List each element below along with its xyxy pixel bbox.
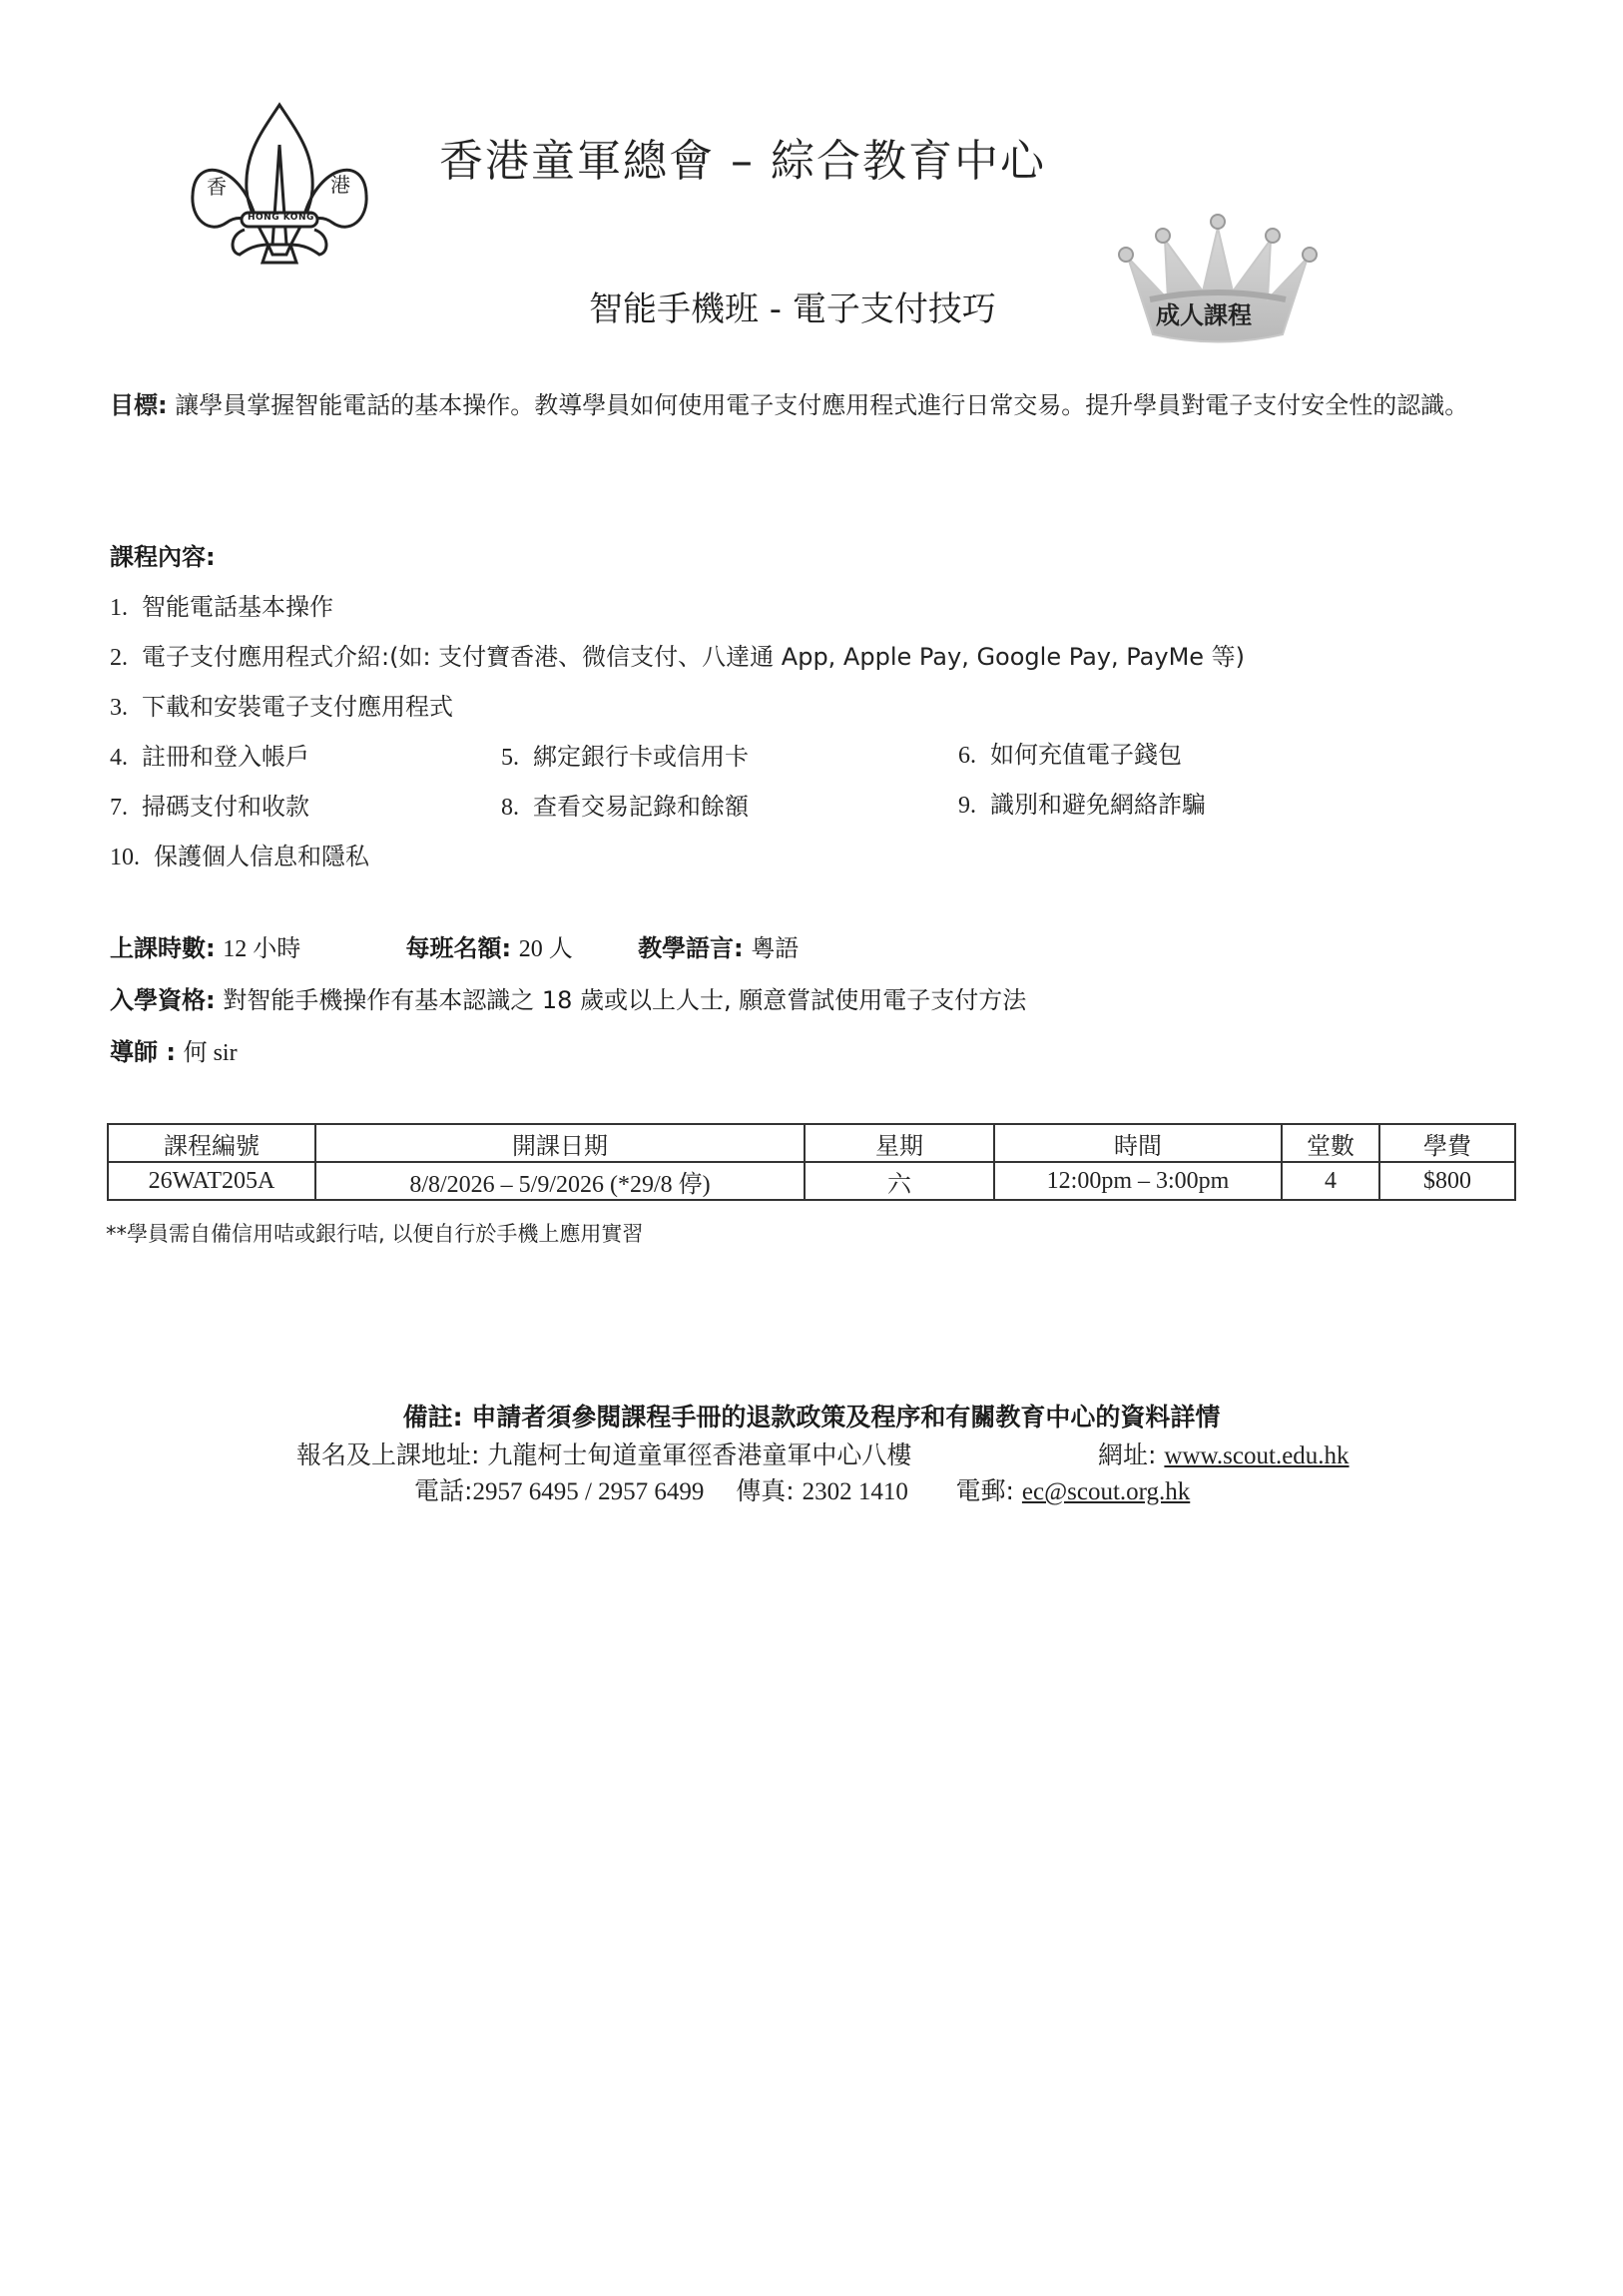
language-value: 粵語 bbox=[751, 936, 800, 962]
phone-value: 2957 6495 / 2957 6499 bbox=[472, 1478, 705, 1505]
column-header: 課程編號 bbox=[108, 1124, 315, 1162]
column-header: 時間 bbox=[994, 1124, 1282, 1162]
tutor-value: 何 sir bbox=[183, 1040, 238, 1066]
org-title: 香港童軍總會 – 綜合教育中心 bbox=[439, 136, 1046, 187]
address-line bbox=[296, 1435, 911, 1471]
content-item: 4. 註冊和登入帳戶 bbox=[110, 743, 309, 771]
content-item: 8. 查看交易記錄和餘額 bbox=[501, 793, 749, 821]
content-item: 9. 識別和避免網絡詐騙 bbox=[958, 791, 1206, 819]
column-header: 開課日期 bbox=[315, 1124, 805, 1162]
eligibility-value: 對智能手機操作有基本認識之 18 歲或以上人士, 願意嘗試使用電子支付方法 bbox=[223, 986, 1027, 1014]
column-header: 學費 bbox=[1379, 1124, 1515, 1162]
eligibility-line bbox=[110, 980, 1026, 1015]
quota-label: 每班名額: bbox=[405, 934, 512, 962]
logo-banner-text: HONG KONG bbox=[248, 213, 314, 223]
content-item: 5. 綁定銀行卡或信用卡 bbox=[501, 743, 749, 771]
tutor-label: 導師 : bbox=[110, 1038, 176, 1066]
language-label: 教學語言: bbox=[638, 934, 744, 962]
column-header: 星期 bbox=[805, 1124, 994, 1162]
content-item: 3. 下載和安裝電子支付應用程式 bbox=[110, 693, 453, 721]
quota-value: 20 人 bbox=[518, 936, 573, 962]
course-code-cell: 26WAT205A bbox=[108, 1162, 315, 1200]
content-item: 7. 掃碼支付和收款 bbox=[110, 793, 309, 821]
website-label: 網址: bbox=[1098, 1440, 1157, 1469]
fax-label: 傳真: bbox=[736, 1476, 795, 1505]
sessions-cell: 4 bbox=[1282, 1162, 1379, 1200]
course-category-badge: 成人課程 bbox=[1156, 301, 1252, 329]
eligibility-label: 入學資格: bbox=[110, 986, 216, 1014]
phone-label: 電話: bbox=[414, 1476, 473, 1505]
fax-value: 2302 1410 bbox=[802, 1478, 908, 1505]
start-date-cell: 8/8/2026 – 5/9/2026 (*29/8 停) bbox=[315, 1162, 805, 1200]
address-value: 九龍柯士甸道童軍徑香港童軍中心八樓 bbox=[487, 1440, 912, 1469]
content-item: 10. 保護個人信息和隱私 bbox=[110, 843, 369, 870]
fee-cell: $800 bbox=[1379, 1162, 1515, 1200]
email-link[interactable]: ec@scout.org.hk bbox=[1021, 1478, 1191, 1505]
course-title: 智能手機班 - 電子支付技巧 bbox=[589, 289, 996, 329]
schedule-table bbox=[107, 1123, 1516, 1201]
email-label: 電郵: bbox=[955, 1476, 1014, 1505]
objective-label: 目標: bbox=[110, 391, 168, 419]
hours-value: 12 小時 bbox=[223, 936, 301, 962]
hours-label: 上課時數: bbox=[110, 934, 216, 962]
logo-char-left: 香 bbox=[207, 175, 227, 199]
objective-text: 讓學員掌握智能電話的基本操作。教導學員如何使用電子支付應用程式進行日常交易。提升學員對電子支付安全性的認識。 bbox=[175, 391, 1469, 419]
table-note: **學員需自備信用咭或銀行咭, 以便自行於手機上應用實習 bbox=[106, 1222, 644, 1246]
tutor-line bbox=[110, 1032, 238, 1067]
content-item: 6. 如何充值電子錢包 bbox=[958, 741, 1182, 769]
column-header: 堂數 bbox=[1282, 1124, 1379, 1162]
content-item: 2. 電子支付應用程式介紹:(如: 支付寶香港、微信支付、八達通 App, Apple Pay, Google Pay, PayMe 等) bbox=[110, 643, 1246, 671]
objective bbox=[110, 381, 1547, 429]
weekday-cell: 六 bbox=[805, 1162, 994, 1200]
website-line bbox=[1098, 1435, 1350, 1471]
scout-logo bbox=[185, 95, 374, 280]
course-info-line bbox=[110, 928, 799, 963]
table-header-row bbox=[108, 1124, 1515, 1162]
website-link[interactable]: www.scout.edu.hk bbox=[1164, 1442, 1350, 1469]
time-cell: 12:00pm – 3:00pm bbox=[994, 1162, 1282, 1200]
logo-char-right: 港 bbox=[330, 173, 350, 197]
address-label: 報名及上課地址: bbox=[296, 1440, 480, 1469]
table-row bbox=[108, 1162, 1515, 1200]
content-heading: 課程內容: bbox=[110, 543, 216, 571]
contact-line bbox=[414, 1471, 1190, 1507]
remark: 備註: 申請者須參閱課程手冊的退款政策及程序和有關教育中心的資料詳情 bbox=[402, 1403, 1221, 1432]
content-item: 1. 智能電話基本操作 bbox=[110, 593, 333, 621]
